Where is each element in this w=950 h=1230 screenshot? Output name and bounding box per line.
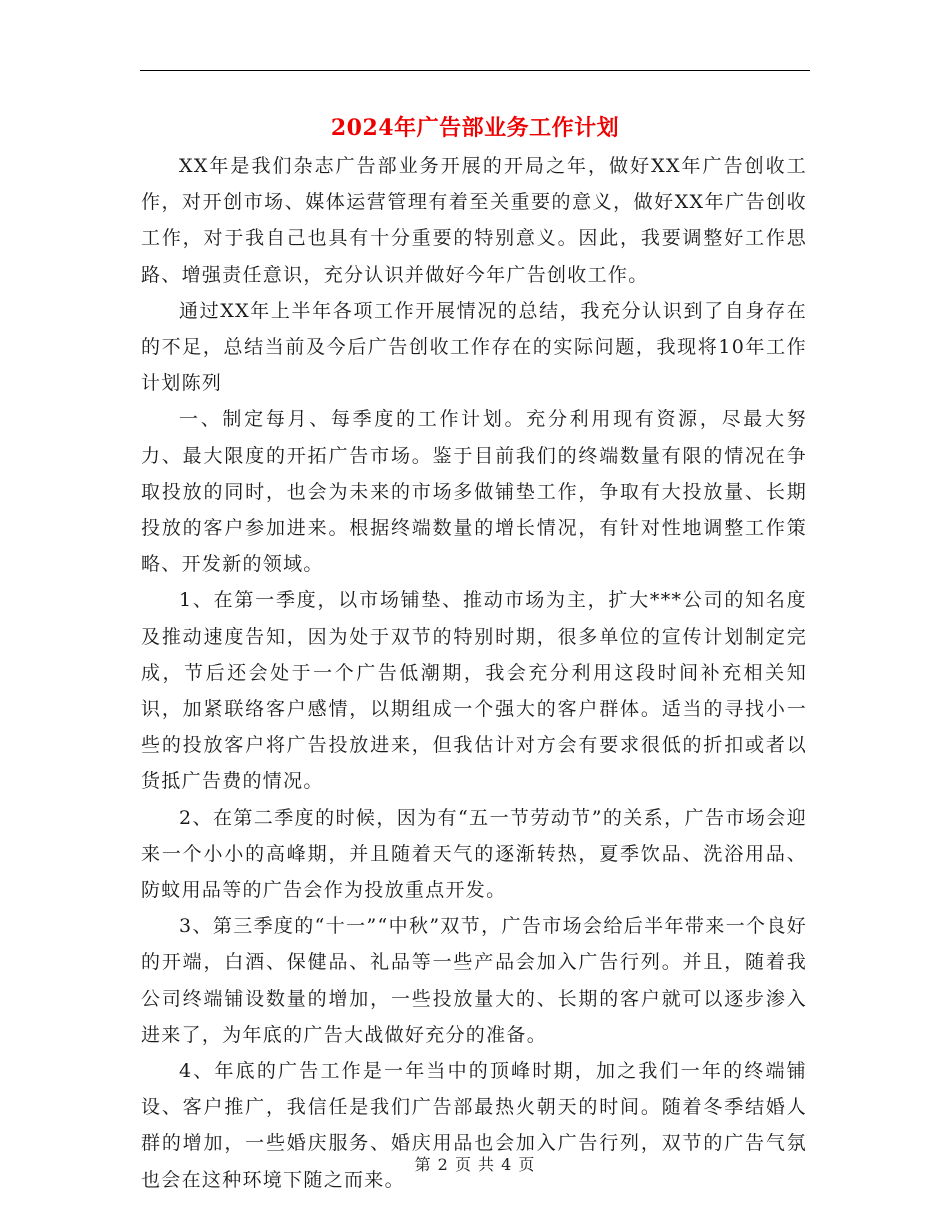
paragraph-section-one: 一、制定每月、每季度的工作计划。充分利用现有资源，尽最大努力、最大限度的开拓广告市场。鉴于目前我们的终端数量有限的情况在争取投放的同时，也会为未来的市场多做铺垫工作，争取有大投放量、长期投放的客户参加进来。根据终端数量的增长情况，有针对性地调整工作策略、开发新的领域。 <box>141 408 807 576</box>
paragraph-q1: 1、在第一季度，以市场铺垫、推动市场为主，扩大***公司的知名度及推动速度告知，因为处于双节的特别时期，很多单位的宣传计划制定完成，节后还会处于一个广告低潮期，我会充分利用这段时间补充相关知识，加紧联络客户感情，以期组成一个强大的客户群体。适当的寻找小一些的投放客户将广告投放进来，但我估计对方会有要求很低的折扣或者以货抵广告费的情况。 <box>141 589 807 793</box>
paragraph-q4: 4、年底的广告工作是一年当中的顶峰时期，加之我们一年的终端铺设、客户推广，我信任是我们广告部最热火朝天的时间。随着冬季结婚人群的增加，一些婚庆服务、婚庆用品也会加入广告行列，双节的广告气氛也会在这种环境下随之而来。 <box>141 1060 807 1191</box>
document-body <box>141 148 807 1198</box>
paragraph-summary: 通过XX年上半年各项工作开展情况的总结，我充分认识到了自身存在的不足，总结当前及今后广告创收工作存在的实际问题，我现将10年工作计划陈列 <box>141 299 807 395</box>
paragraph-intro: XX年是我们杂志广告部业务开展的开局之年，做好XX年广告创收工作，对开创市场、媒体运营管理有着至关重要的意义，做好XX年广告创收工作，对于我自己也具有十分重要的特别意义。因此，我要调整好工作思路、增强责任意识，充分认识并做好今年广告创收工作。 <box>141 155 807 286</box>
paragraph-q3: 3、第三季度的“十一”“中秋”双节，广告市场会给后半年带来一个良好的开端，白酒、保健品、礼品等一些产品会加入广告行列。并且，随着我公司终端铺设数量的增加，一些投放量大的、长期的客户就可以逐步渗入进来了，为年底的广告大战做好充分的准备。 <box>141 915 807 1046</box>
paragraph-q2: 2、在第二季度的时候，因为有“五一节劳动节”的关系，广告市场会迎来一个小小的高峰期，并且随着天气的逐渐转热，夏季饮品、洗浴用品、防蚊用品等的广告会作为投放重点开发。 <box>141 806 807 902</box>
header-rule <box>140 70 810 71</box>
page-number-label: 第 2 页 共 4 页 <box>414 1155 536 1174</box>
document-title: 2024年广告部业务工作计划 <box>330 115 620 141</box>
page-footer <box>0 1154 950 1176</box>
